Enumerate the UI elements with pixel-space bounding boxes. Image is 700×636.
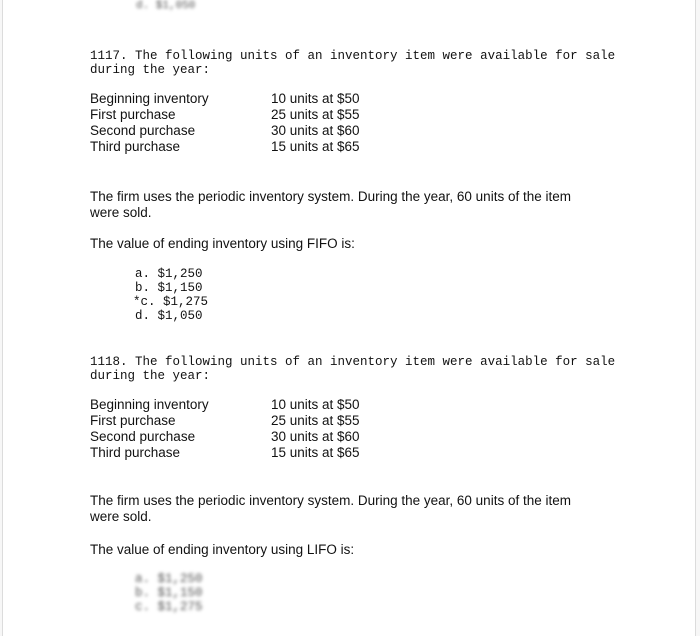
system-text-line1: The firm uses the periodic inventory system. During the year, 60 units of the item [90, 493, 571, 508]
blurred-answer-option: a. $1,250 [135, 572, 203, 586]
inventory-row [90, 123, 390, 139]
inventory-row [90, 429, 390, 445]
inventory-row [90, 413, 390, 429]
inventory-row [90, 445, 390, 461]
inventory-label: Second purchase [90, 429, 196, 444]
inventory-value: 25 units at $55 [271, 413, 360, 428]
answer-option: b. $1,150 [135, 281, 203, 295]
inventory-value: 25 units at $55 [271, 107, 360, 122]
answer-option: a. $1,250 [135, 267, 203, 281]
inventory-label: Second purchase [90, 123, 196, 138]
inventory-label: Third purchase [90, 139, 181, 154]
blurred-answer-option: c. $1,275 [135, 600, 203, 614]
system-text-line1: The firm uses the periodic inventory system. During the year, 60 units of the item [90, 189, 571, 204]
inventory-value: 15 units at $65 [271, 445, 360, 460]
question-1117-text-line2: during the year: [90, 63, 211, 77]
system-text-line2: were sold. [90, 509, 152, 524]
blurred-previous-option: d. $1,050 [136, 0, 196, 12]
inventory-value: 10 units at $50 [271, 397, 360, 412]
inventory-value: 15 units at $65 [271, 139, 360, 154]
inventory-row [90, 91, 390, 107]
inventory-row [90, 107, 390, 123]
inventory-row [90, 139, 390, 155]
inventory-label: Beginning inventory [90, 91, 209, 106]
question-1117-text-line1: 1117. The following units of an inventory item were available for sale [90, 49, 616, 63]
question-1118-text-line2: during the year: [90, 369, 211, 383]
inventory-row [90, 397, 390, 413]
answer-option-correct: *c. $1,275 [133, 295, 209, 309]
inventory-label: First purchase [90, 413, 176, 428]
inventory-value: 30 units at $60 [271, 429, 360, 444]
question-1118-text-line1: 1118. The following units of an inventory item were available for sale [90, 355, 616, 369]
question-prompt-lifo: The value of ending inventory using LIFO is: [90, 542, 355, 557]
answer-option: d. $1,050 [135, 309, 203, 323]
inventory-label: Third purchase [90, 445, 181, 460]
question-prompt-fifo: The value of ending inventory using FIFO is: [90, 236, 355, 251]
inventory-label: First purchase [90, 107, 176, 122]
blurred-answer-option: b. $1,150 [135, 586, 203, 600]
system-text-line2: were sold. [90, 205, 152, 220]
inventory-value: 30 units at $60 [271, 123, 360, 138]
inventory-label: Beginning inventory [90, 397, 209, 412]
document-page [2, 0, 696, 636]
inventory-value: 10 units at $50 [271, 91, 360, 106]
